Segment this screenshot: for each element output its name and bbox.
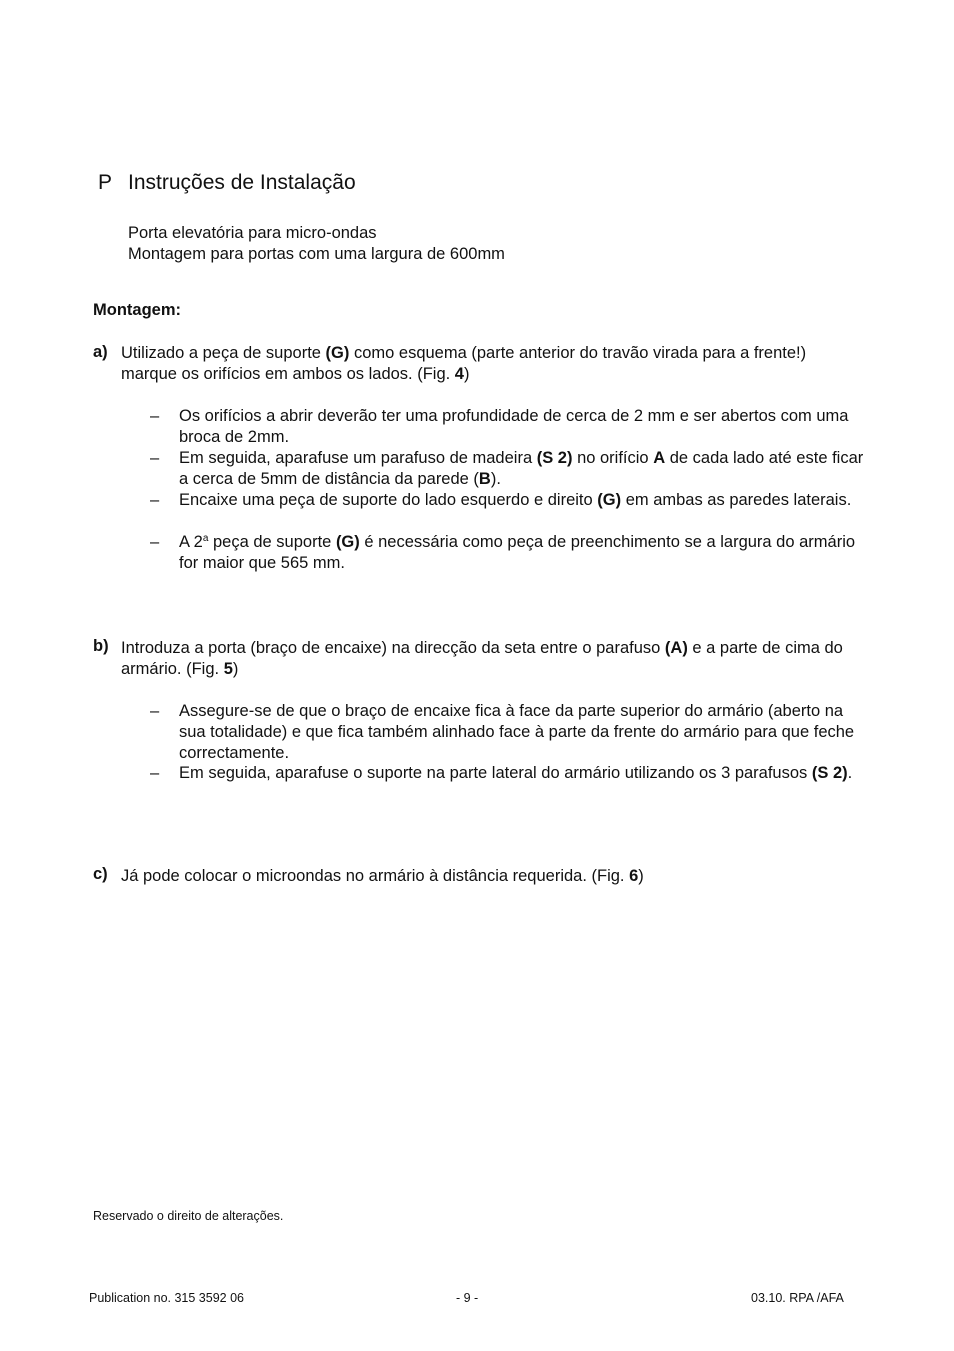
bullet-dash: – — [150, 491, 160, 509]
subtitle-width: Montagem para portas com uma largura de 600mm — [128, 245, 505, 263]
step-a-text: Utilizado a peça de suporte (G) como esquema (parte anterior do travão virada para a frente!) marque os orifícios em ambos os lados. (Fig. 4) — [121, 344, 807, 383]
step-b-marker: b) — [93, 637, 109, 655]
bullet-text: A 2$^a$ peça de suporte (G) é necessária como peça de preenchimento se a largura do armário for maior que 565 mm. — [179, 533, 856, 572]
language-code: P — [98, 171, 113, 194]
bullet-dash: – — [150, 764, 160, 782]
bullet-text: Os orifícios a abrir deverão ter uma profundidade de cerca de 2 mm e ser abertos com uma broca de 2mm. — [179, 407, 849, 446]
bullet-dash: – — [150, 533, 160, 551]
section-heading: Montagem: — [93, 301, 181, 319]
bullet-text: Assegure-se de que o braço de encaixe fica à face da parte superior do armário (aberto na sua totalidade) e que fica também alinhado face à parte da frente do armário para que feche correctamente. — [179, 702, 855, 762]
step-a-marker: a) — [93, 343, 108, 361]
page-title: Instruções de Instalação — [128, 171, 356, 194]
step-c-marker: c) — [93, 865, 108, 883]
bullet-text: Encaixe uma peça de suporte do lado esquerdo e direito (G) em ambas as paredes laterais. — [179, 491, 852, 509]
step-c-text: Já pode colocar o microondas no armário à distância requerida. (Fig. 6) — [121, 867, 644, 885]
rights-reserved-note: Reservado o direito de alterações. — [93, 1209, 284, 1223]
subtitle-product: Porta elevatória para micro-ondas — [128, 224, 377, 242]
step-b-text: Introduza a porta (braço de encaixe) na direcção da seta entre o parafuso (A) e a parte de cima do armário. (Fig. 5) — [121, 639, 843, 678]
footer-document-code: 03.10. RPA /AFA — [751, 1291, 844, 1305]
bullet-text: Em seguida, aparafuse um parafuso de madeira (S 2) no orifício A de cada lado até este ficar a cerca de 5mm de distância da parede (B). — [179, 449, 864, 488]
bullet-dash: – — [150, 702, 160, 720]
bullet-dash: – — [150, 449, 160, 467]
bullet-dash: – — [150, 407, 160, 425]
footer-publication-number: Publication no. 315 3592 06 — [89, 1291, 244, 1305]
footer-page-number: - 9 - — [456, 1291, 479, 1305]
bullet-text: Em seguida, aparafuse o suporte na parte lateral do armário utilizando os 3 parafusos (S 2). — [179, 764, 853, 782]
